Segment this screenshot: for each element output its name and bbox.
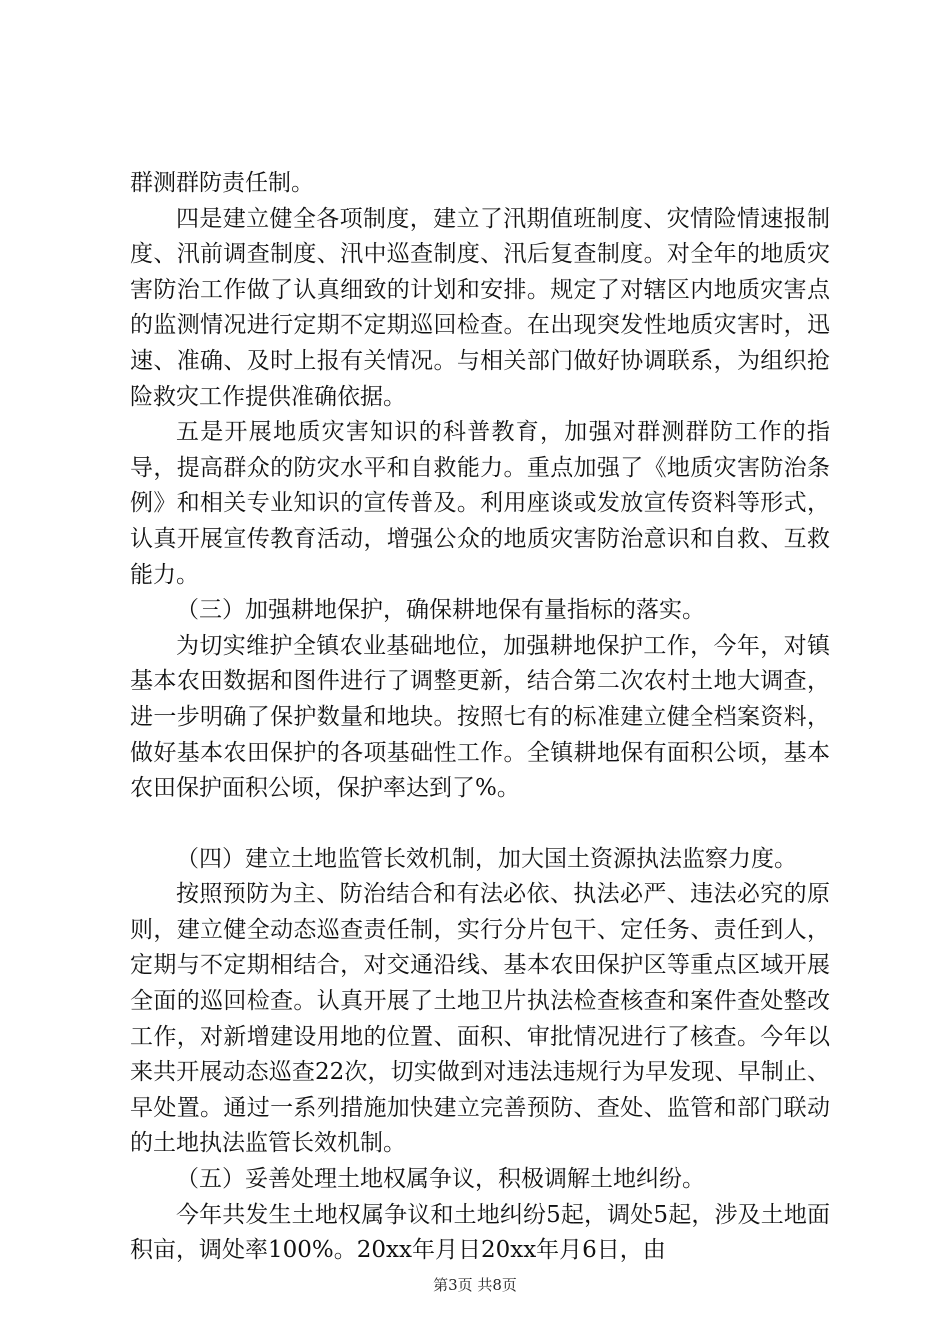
paragraph-item-five: 五是开展地质灾害知识的科普教育，加强对群测群防工作的指导，提高群众的防灾水平和自救能力。重点加强了《地质灾害防治条例》和相关专业知识的宣传普及。利用座谈或发放宣传资料等形式，认真开展宣传教育活动，增强公众的地质灾害防治意识和自救、互救能力。	[130, 419, 830, 588]
paragraph-land-supervision: 按照预防为主、防治结合和有法必依、执法必严、违法必究的原则，建立健全动态巡查责任制，实行分片包干、定任务、责任到人，定期与不定期相结合，对交通沿线、基本农田保护区等重点区域开展全面的巡回检查。认真开展了土地卫片执法检查核查和案件查处整改工作，对新增建设用地的位置、面积、审批情况进行了核查。今年以来共开展动态巡查22次，切实做到对违法违规行为早发现、早制止、早处置。通过一系列措施加快建立完善预防、查处、监管和部门联动的土地执法监管长效机制。	[130, 881, 830, 1157]
paragraph-continuation: 群测群防责任制。	[130, 170, 314, 196]
section-heading-four: （四）建立土地监管长效机制，加大国土资源执法监察力度。	[176, 845, 797, 872]
paragraph-gap	[130, 807, 830, 842]
section-heading-five: （五）妥善处理土地权属争议，积极调解土地纠纷。	[176, 1166, 705, 1193]
paragraph-item-four: 四是建立健全各项制度，建立了汛期值班制度、灾情险情速报制度、汛前调查制度、汛中巡查制度、汛后复查制度。对全年的地质灾害防治工作做了认真细致的计划和安排。规定了对辖区内地质灾害点的监测情况进行定期不定期巡回检查。在出现突发性地质灾害时，迅速、准确、及时上报有关情况。与相关部门做好协调联系，为组织抢险救灾工作提供准确依据。	[130, 205, 830, 410]
section-heading-three: （三）加强耕地保护，确保耕地保有量指标的落实。	[176, 597, 705, 624]
paragraph-farmland-protection: 为切实维护全镇农业基础地位，加强耕地保护工作，今年，对镇基本农田数据和图件进行了调整更新，结合第二次农村土地大调查，进一步明确了保护数量和地块。按照七有的标准建立健全档案资料，做好基本农田保护的各项基础性工作。全镇耕地保有面积公顷，基本农田保护面积公顷，保护率达到了%。	[130, 632, 830, 802]
paragraph-land-disputes: 今年共发生土地权属争议和土地纠纷5起，调处5起，涉及土地面积亩，调处率100%。20xx年月日20xx年月6日，由	[130, 1201, 830, 1264]
document-body	[130, 166, 830, 1269]
page-footer: 第3页 共8页	[433, 1276, 517, 1294]
